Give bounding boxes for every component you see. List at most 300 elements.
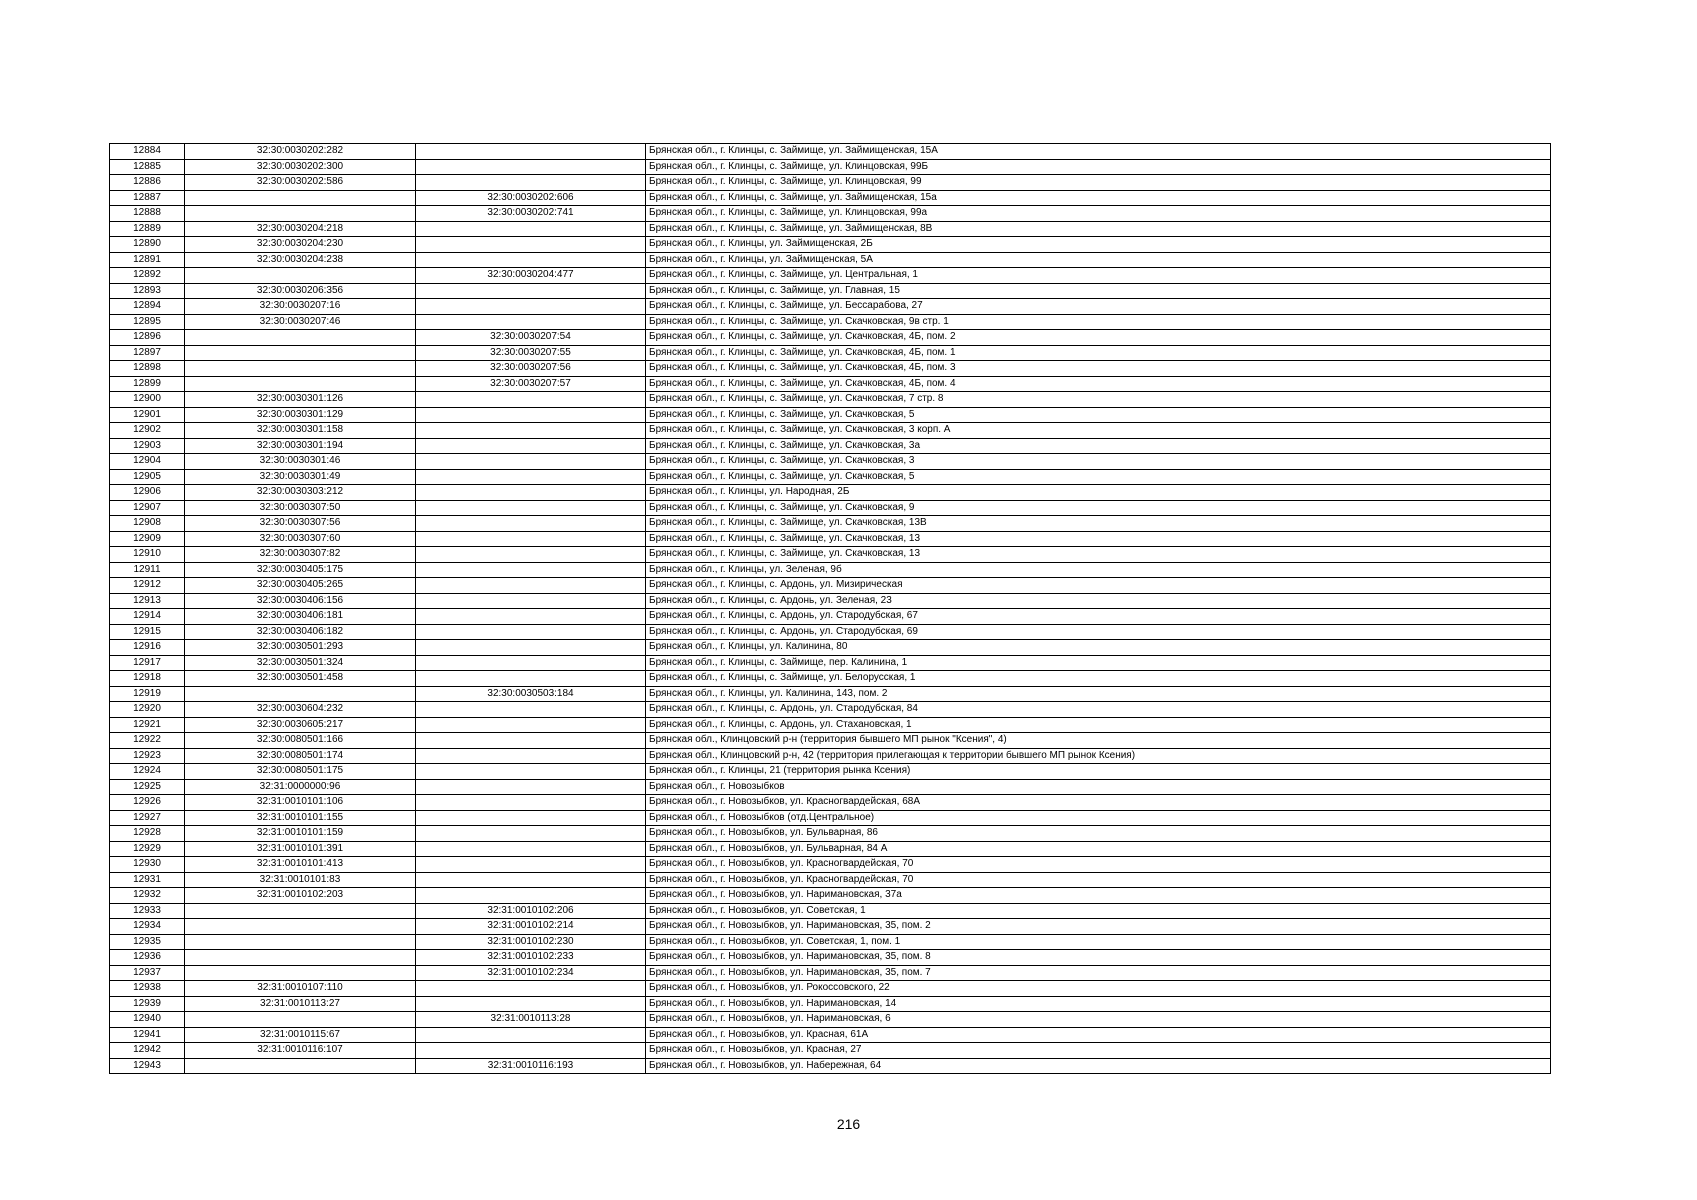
address-cell: Брянская обл., г. Новозыбков, ул. Красная, 61А bbox=[646, 1027, 1551, 1043]
table-row bbox=[110, 779, 1551, 795]
cadastral-number-b-cell bbox=[416, 748, 646, 764]
row-number-cell: 12943 bbox=[110, 1058, 185, 1074]
cadastral-number-b-cell bbox=[416, 981, 646, 997]
cadastral-number-a-cell: 32:31:0010101:413 bbox=[185, 857, 416, 873]
cadastral-number-b-cell: 32:30:0030207:55 bbox=[416, 345, 646, 361]
address-cell: Брянская обл., г. Новозыбков, ул. Рокоссовского, 22 bbox=[646, 981, 1551, 997]
cadastral-number-a-cell: 32:30:0030307:50 bbox=[185, 500, 416, 516]
address-cell: Брянская обл., г. Клинцы, с. Займище, ул. Скачковская, 5 bbox=[646, 469, 1551, 485]
cadastral-number-b-cell bbox=[416, 764, 646, 780]
cadastral-number-b-cell bbox=[416, 299, 646, 315]
table-row bbox=[110, 857, 1551, 873]
row-number-cell: 12917 bbox=[110, 655, 185, 671]
row-number-cell: 12909 bbox=[110, 531, 185, 547]
cadastral-number-a-cell: 32:30:0030202:586 bbox=[185, 175, 416, 191]
row-number-cell: 12926 bbox=[110, 795, 185, 811]
cadastral-number-b-cell bbox=[416, 841, 646, 857]
cadastral-number-b-cell: 32:31:0010102:214 bbox=[416, 919, 646, 935]
address-cell: Брянская обл., г. Новозыбков, ул. Наримановская, 35, пом. 8 bbox=[646, 950, 1551, 966]
table-row bbox=[110, 655, 1551, 671]
cadastral-number-a-cell bbox=[185, 1058, 416, 1074]
row-number-cell: 12900 bbox=[110, 392, 185, 408]
table-row bbox=[110, 717, 1551, 733]
cadastral-number-b-cell bbox=[416, 547, 646, 563]
cadastral-number-b-cell: 32:31:0010102:233 bbox=[416, 950, 646, 966]
address-cell: Брянская обл., г. Новозыбков, ул. Наримановская, 35, пом. 2 bbox=[646, 919, 1551, 935]
table-row bbox=[110, 376, 1551, 392]
cadastral-number-b-cell bbox=[416, 423, 646, 439]
cadastral-number-b-cell bbox=[416, 562, 646, 578]
row-number-cell: 12919 bbox=[110, 686, 185, 702]
address-cell: Брянская обл., г. Клинцы, 21 (территория рынка Ксения) bbox=[646, 764, 1551, 780]
table-row bbox=[110, 547, 1551, 563]
row-number-cell: 12937 bbox=[110, 965, 185, 981]
address-cell: Брянская обл., г. Клинцы, с. Займище, ул. Скачковская, 13В bbox=[646, 516, 1551, 532]
address-cell: Брянская обл., г. Клинцы, с. Ардонь, ул. Стародубская, 69 bbox=[646, 624, 1551, 640]
row-number-cell: 12925 bbox=[110, 779, 185, 795]
address-cell: Брянская обл., г. Клинцы, с. Ардонь, ул. Стародубская, 84 bbox=[646, 702, 1551, 718]
address-cell: Брянская обл., г. Клинцы, с. Займище, пер. Калинина, 1 bbox=[646, 655, 1551, 671]
cadastral-table bbox=[109, 143, 1551, 1074]
row-number-cell: 12908 bbox=[110, 516, 185, 532]
row-number-cell: 12901 bbox=[110, 407, 185, 423]
row-number-cell: 12928 bbox=[110, 826, 185, 842]
cadastral-number-b-cell bbox=[416, 469, 646, 485]
cadastral-number-a-cell bbox=[185, 965, 416, 981]
cadastral-number-a-cell: 32:30:0030405:175 bbox=[185, 562, 416, 578]
cadastral-number-b-cell bbox=[416, 454, 646, 470]
cadastral-number-b-cell bbox=[416, 872, 646, 888]
cadastral-number-a-cell: 32:31:0010116:107 bbox=[185, 1043, 416, 1059]
address-cell: Брянская обл., г. Новозыбков, ул. Наримановская, 37а bbox=[646, 888, 1551, 904]
row-number-cell: 12898 bbox=[110, 361, 185, 377]
cadastral-number-a-cell: 32:31:0010101:159 bbox=[185, 826, 416, 842]
cadastral-number-b-cell bbox=[416, 1043, 646, 1059]
cadastral-number-a-cell: 32:30:0030207:16 bbox=[185, 299, 416, 315]
cadastral-number-b-cell: 32:30:0030202:741 bbox=[416, 206, 646, 222]
table-row bbox=[110, 686, 1551, 702]
cadastral-number-a-cell bbox=[185, 268, 416, 284]
table-row bbox=[110, 423, 1551, 439]
table-row bbox=[110, 469, 1551, 485]
table-row bbox=[110, 438, 1551, 454]
cadastral-number-b-cell bbox=[416, 1027, 646, 1043]
cadastral-number-b-cell bbox=[416, 609, 646, 625]
row-number-cell: 12940 bbox=[110, 1012, 185, 1028]
cadastral-number-a-cell: 32:30:0030406:156 bbox=[185, 593, 416, 609]
address-cell: Брянская обл., г. Новозыбков, ул. Бульварная, 86 bbox=[646, 826, 1551, 842]
table-row bbox=[110, 500, 1551, 516]
address-cell: Брянская обл., г. Клинцы, с. Займище, ул. Займищенская, 15а bbox=[646, 190, 1551, 206]
table-row bbox=[110, 314, 1551, 330]
address-cell: Брянская обл., г. Новозыбков, ул. Советская, 1 bbox=[646, 903, 1551, 919]
table-row bbox=[110, 593, 1551, 609]
cadastral-number-a-cell: 32:31:0000000:96 bbox=[185, 779, 416, 795]
table-row bbox=[110, 531, 1551, 547]
cadastral-number-b-cell bbox=[416, 624, 646, 640]
cadastral-number-a-cell: 32:31:0010101:391 bbox=[185, 841, 416, 857]
cadastral-number-b-cell bbox=[416, 593, 646, 609]
cadastral-number-b-cell bbox=[416, 407, 646, 423]
cadastral-number-b-cell bbox=[416, 795, 646, 811]
row-number-cell: 12911 bbox=[110, 562, 185, 578]
table-row bbox=[110, 748, 1551, 764]
address-cell: Брянская обл., г. Клинцы, с. Займище, ул. Скачковская, 5 bbox=[646, 407, 1551, 423]
address-cell: Брянская обл., г. Новозыбков, ул. Красная, 27 bbox=[646, 1043, 1551, 1059]
table-row bbox=[110, 516, 1551, 532]
cadastral-number-a-cell: 32:30:0030501:324 bbox=[185, 655, 416, 671]
cadastral-number-b-cell bbox=[416, 779, 646, 795]
cadastral-number-b-cell bbox=[416, 531, 646, 547]
address-cell: Брянская обл., г. Новозыбков, ул. Набережная, 64 bbox=[646, 1058, 1551, 1074]
cadastral-number-b-cell bbox=[416, 655, 646, 671]
address-cell: Брянская обл., г. Новозыбков, ул. Наримановская, 35, пом. 7 bbox=[646, 965, 1551, 981]
table-row bbox=[110, 733, 1551, 749]
row-number-cell: 12913 bbox=[110, 593, 185, 609]
row-number-cell: 12918 bbox=[110, 671, 185, 687]
cadastral-number-a-cell: 32:31:0010101:106 bbox=[185, 795, 416, 811]
cadastral-number-a-cell bbox=[185, 686, 416, 702]
table-row bbox=[110, 299, 1551, 315]
cadastral-number-a-cell bbox=[185, 919, 416, 935]
cadastral-number-b-cell bbox=[416, 159, 646, 175]
cadastral-number-a-cell: 32:30:0030303:212 bbox=[185, 485, 416, 501]
row-number-cell: 12889 bbox=[110, 221, 185, 237]
table-row bbox=[110, 609, 1551, 625]
row-number-cell: 12894 bbox=[110, 299, 185, 315]
cadastral-number-a-cell: 32:30:0030301:158 bbox=[185, 423, 416, 439]
table-row bbox=[110, 671, 1551, 687]
cadastral-number-b-cell: 32:31:0010102:206 bbox=[416, 903, 646, 919]
cadastral-number-b-cell: 32:30:0030207:54 bbox=[416, 330, 646, 346]
row-number-cell: 12914 bbox=[110, 609, 185, 625]
row-number-cell: 12905 bbox=[110, 469, 185, 485]
row-number-cell: 12896 bbox=[110, 330, 185, 346]
cadastral-number-b-cell bbox=[416, 500, 646, 516]
cadastral-number-a-cell: 32:31:0010113:27 bbox=[185, 996, 416, 1012]
cadastral-number-b-cell bbox=[416, 221, 646, 237]
table-row bbox=[110, 221, 1551, 237]
address-cell: Брянская обл., г. Клинцы, с. Займище, ул. Скачковская, 3 bbox=[646, 454, 1551, 470]
table-row bbox=[110, 159, 1551, 175]
cadastral-number-a-cell bbox=[185, 345, 416, 361]
row-number-cell: 12921 bbox=[110, 717, 185, 733]
address-cell: Брянская обл., г. Клинцы, с. Займище, ул. Займищенская, 15А bbox=[646, 144, 1551, 160]
table-row bbox=[110, 578, 1551, 594]
table-body bbox=[110, 144, 1551, 1074]
cadastral-number-b-cell bbox=[416, 717, 646, 733]
row-number-cell: 12906 bbox=[110, 485, 185, 501]
table-row bbox=[110, 903, 1551, 919]
address-cell: Брянская обл., г. Клинцы, с. Ардонь, ул. Мизирическая bbox=[646, 578, 1551, 594]
cadastral-number-a-cell: 32:30:0030604:232 bbox=[185, 702, 416, 718]
cadastral-number-b-cell: 32:30:0030204:477 bbox=[416, 268, 646, 284]
cadastral-number-b-cell: 32:31:0010113:28 bbox=[416, 1012, 646, 1028]
table-row bbox=[110, 624, 1551, 640]
table-row bbox=[110, 1058, 1551, 1074]
row-number-cell: 12915 bbox=[110, 624, 185, 640]
row-number-cell: 12895 bbox=[110, 314, 185, 330]
address-cell: Брянская обл., г. Клинцы, с. Ардонь, ул. Стахановская, 1 bbox=[646, 717, 1551, 733]
address-cell: Брянская обл., г. Клинцы, ул. Зеленая, 9б bbox=[646, 562, 1551, 578]
cadastral-number-b-cell bbox=[416, 826, 646, 842]
cadastral-number-b-cell: 32:30:0030202:606 bbox=[416, 190, 646, 206]
row-number-cell: 12890 bbox=[110, 237, 185, 253]
cadastral-number-a-cell: 32:30:0080501:166 bbox=[185, 733, 416, 749]
cadastral-number-b-cell bbox=[416, 237, 646, 253]
address-cell: Брянская обл., г. Клинцы, с. Займище, ул. Бессарабова, 27 bbox=[646, 299, 1551, 315]
table-row bbox=[110, 810, 1551, 826]
row-number-cell: 12886 bbox=[110, 175, 185, 191]
address-cell: Брянская обл., г. Клинцы, с. Займище, ул. Скачковская, 3 корп. А bbox=[646, 423, 1551, 439]
cadastral-number-a-cell: 32:30:0030307:82 bbox=[185, 547, 416, 563]
cadastral-number-a-cell: 32:30:0030605:217 bbox=[185, 717, 416, 733]
cadastral-number-a-cell: 32:30:0030406:182 bbox=[185, 624, 416, 640]
address-cell: Брянская обл., г. Клинцы, с. Займище, ул. Клинцовская, 99а bbox=[646, 206, 1551, 222]
cadastral-number-a-cell: 32:30:0030202:282 bbox=[185, 144, 416, 160]
cadastral-number-b-cell bbox=[416, 578, 646, 594]
row-number-cell: 12929 bbox=[110, 841, 185, 857]
table-row bbox=[110, 965, 1551, 981]
cadastral-number-b-cell bbox=[416, 485, 646, 501]
address-cell: Брянская обл., г. Клинцы, с. Займище, ул. Скачковская, 3а bbox=[646, 438, 1551, 454]
table-row bbox=[110, 190, 1551, 206]
table-row bbox=[110, 934, 1551, 950]
address-cell: Брянская обл., Клинцовский р-н, 42 (территория прилегающая к территории бывшего МП рынок Ксения) bbox=[646, 748, 1551, 764]
table-row bbox=[110, 283, 1551, 299]
cadastral-number-a-cell bbox=[185, 206, 416, 222]
cadastral-number-a-cell bbox=[185, 376, 416, 392]
cadastral-number-b-cell bbox=[416, 314, 646, 330]
cadastral-number-a-cell: 32:31:0010115:67 bbox=[185, 1027, 416, 1043]
row-number-cell: 12936 bbox=[110, 950, 185, 966]
cadastral-number-b-cell: 32:30:0030207:57 bbox=[416, 376, 646, 392]
cadastral-number-b-cell bbox=[416, 283, 646, 299]
cadastral-number-a-cell: 32:30:0030204:238 bbox=[185, 252, 416, 268]
row-number-cell: 12939 bbox=[110, 996, 185, 1012]
page-number: 216 bbox=[836, 1116, 861, 1132]
address-cell: Брянская обл., г. Клинцы, с. Займище, ул. Скачковская, 13 bbox=[646, 531, 1551, 547]
table-row bbox=[110, 996, 1551, 1012]
cadastral-number-b-cell bbox=[416, 733, 646, 749]
address-cell: Брянская обл., г. Клинцы, с. Займище, ул. Скачковская, 13 bbox=[646, 547, 1551, 563]
cadastral-number-b-cell bbox=[416, 702, 646, 718]
address-cell: Брянская обл., г. Клинцы, с. Займище, ул. Главная, 15 bbox=[646, 283, 1551, 299]
cadastral-number-a-cell bbox=[185, 361, 416, 377]
row-number-cell: 12884 bbox=[110, 144, 185, 160]
cadastral-number-a-cell: 32:30:0030206:356 bbox=[185, 283, 416, 299]
row-number-cell: 12942 bbox=[110, 1043, 185, 1059]
cadastral-number-a-cell: 32:31:0010107:110 bbox=[185, 981, 416, 997]
cadastral-number-a-cell bbox=[185, 934, 416, 950]
cadastral-number-a-cell: 32:30:0080501:175 bbox=[185, 764, 416, 780]
address-cell: Брянская обл., г. Клинцы, ул. Займищенская, 5А bbox=[646, 252, 1551, 268]
row-number-cell: 12888 bbox=[110, 206, 185, 222]
address-cell: Брянская обл., г. Клинцы, с. Займище, ул. Скачковская, 9 bbox=[646, 500, 1551, 516]
cadastral-number-a-cell: 32:30:0030405:265 bbox=[185, 578, 416, 594]
address-cell: Брянская обл., г. Клинцы, с. Займище, ул. Займищенская, 8В bbox=[646, 221, 1551, 237]
cadastral-number-a-cell: 32:30:0030406:181 bbox=[185, 609, 416, 625]
row-number-cell: 12903 bbox=[110, 438, 185, 454]
address-cell: Брянская обл., г. Клинцы, с. Займище, ул. Белорусская, 1 bbox=[646, 671, 1551, 687]
table-row bbox=[110, 640, 1551, 656]
table-row bbox=[110, 981, 1551, 997]
table-row bbox=[110, 237, 1551, 253]
address-cell: Брянская обл., г. Клинцы, ул. Займищенская, 2Б bbox=[646, 237, 1551, 253]
address-cell: Брянская обл., г. Клинцы, с. Займище, ул. Клинцовская, 99 bbox=[646, 175, 1551, 191]
cadastral-number-a-cell bbox=[185, 330, 416, 346]
table-row bbox=[110, 888, 1551, 904]
row-number-cell: 12927 bbox=[110, 810, 185, 826]
address-cell: Брянская обл., г. Новозыбков, ул. Красногвардейская, 70 bbox=[646, 872, 1551, 888]
cadastral-number-a-cell bbox=[185, 1012, 416, 1028]
table-row bbox=[110, 1043, 1551, 1059]
cadastral-number-a-cell: 32:30:0030307:60 bbox=[185, 531, 416, 547]
cadastral-number-a-cell bbox=[185, 950, 416, 966]
address-cell: Брянская обл., г. Новозыбков, ул. Наримановская, 6 bbox=[646, 1012, 1551, 1028]
row-number-cell: 12932 bbox=[110, 888, 185, 904]
cadastral-number-a-cell: 32:30:0030204:230 bbox=[185, 237, 416, 253]
row-number-cell: 12934 bbox=[110, 919, 185, 935]
address-cell: Брянская обл., Клинцовский р-н (территория бывшего МП рынок "Ксения", 4) bbox=[646, 733, 1551, 749]
cadastral-number-a-cell: 32:30:0030501:458 bbox=[185, 671, 416, 687]
table-row bbox=[110, 345, 1551, 361]
row-number-cell: 12920 bbox=[110, 702, 185, 718]
cadastral-number-b-cell bbox=[416, 671, 646, 687]
address-cell: Брянская обл., г. Клинцы, с. Займище, ул. Скачковская, 4Б, пом. 1 bbox=[646, 345, 1551, 361]
row-number-cell: 12887 bbox=[110, 190, 185, 206]
row-number-cell: 12902 bbox=[110, 423, 185, 439]
cadastral-number-a-cell: 32:30:0030204:218 bbox=[185, 221, 416, 237]
address-cell: Брянская обл., г. Клинцы, с. Ардонь, ул. Зеленая, 23 bbox=[646, 593, 1551, 609]
table-row bbox=[110, 268, 1551, 284]
table-row bbox=[110, 795, 1551, 811]
cadastral-number-b-cell bbox=[416, 810, 646, 826]
table-row bbox=[110, 361, 1551, 377]
row-number-cell: 12892 bbox=[110, 268, 185, 284]
cadastral-number-b-cell: 32:31:0010102:234 bbox=[416, 965, 646, 981]
cadastral-number-a-cell: 32:30:0080501:174 bbox=[185, 748, 416, 764]
cadastral-number-a-cell: 32:30:0030202:300 bbox=[185, 159, 416, 175]
row-number-cell: 12904 bbox=[110, 454, 185, 470]
row-number-cell: 12923 bbox=[110, 748, 185, 764]
cadastral-number-b-cell bbox=[416, 252, 646, 268]
address-cell: Брянская обл., г. Клинцы, с. Займище, ул. Скачковская, 4Б, пом. 2 bbox=[646, 330, 1551, 346]
address-cell: Брянская обл., г. Клинцы, с. Займище, ул. Скачковская, 4Б, пом. 4 bbox=[646, 376, 1551, 392]
cadastral-number-a-cell bbox=[185, 903, 416, 919]
cadastral-number-a-cell: 32:30:0030301:46 bbox=[185, 454, 416, 470]
cadastral-number-b-cell bbox=[416, 640, 646, 656]
row-number-cell: 12899 bbox=[110, 376, 185, 392]
row-number-cell: 12897 bbox=[110, 345, 185, 361]
row-number-cell: 12907 bbox=[110, 500, 185, 516]
cadastral-number-b-cell bbox=[416, 857, 646, 873]
row-number-cell: 12891 bbox=[110, 252, 185, 268]
table-row bbox=[110, 485, 1551, 501]
table-row bbox=[110, 392, 1551, 408]
cadastral-number-b-cell bbox=[416, 438, 646, 454]
row-number-cell: 12941 bbox=[110, 1027, 185, 1043]
cadastral-number-a-cell: 32:31:0010101:155 bbox=[185, 810, 416, 826]
address-cell: Брянская обл., г. Клинцы, с. Ардонь, ул. Стародубская, 67 bbox=[646, 609, 1551, 625]
row-number-cell: 12924 bbox=[110, 764, 185, 780]
address-cell: Брянская обл., г. Новозыбков bbox=[646, 779, 1551, 795]
address-cell: Брянская обл., г. Клинцы, ул. Калинина, 143, пом. 2 bbox=[646, 686, 1551, 702]
table-row bbox=[110, 407, 1551, 423]
row-number-cell: 12931 bbox=[110, 872, 185, 888]
address-cell: Брянская обл., г. Клинцы, с. Займище, ул. Скачковская, 7 стр. 8 bbox=[646, 392, 1551, 408]
address-cell: Брянская обл., г. Клинцы, ул. Калинина, 80 bbox=[646, 640, 1551, 656]
row-number-cell: 12910 bbox=[110, 547, 185, 563]
cadastral-number-a-cell: 32:30:0030301:129 bbox=[185, 407, 416, 423]
address-cell: Брянская обл., г. Клинцы, ул. Народная, 2Б bbox=[646, 485, 1551, 501]
cadastral-number-b-cell: 32:30:0030207:56 bbox=[416, 361, 646, 377]
table-row bbox=[110, 330, 1551, 346]
row-number-cell: 12922 bbox=[110, 733, 185, 749]
table-row bbox=[110, 1012, 1551, 1028]
row-number-cell: 12933 bbox=[110, 903, 185, 919]
table-row bbox=[110, 919, 1551, 935]
cadastral-number-b-cell: 32:30:0030503:184 bbox=[416, 686, 646, 702]
cadastral-number-a-cell: 32:30:0030301:126 bbox=[185, 392, 416, 408]
table-row bbox=[110, 144, 1551, 160]
table-row bbox=[110, 950, 1551, 966]
cadastral-number-b-cell: 32:31:0010116:193 bbox=[416, 1058, 646, 1074]
cadastral-number-b-cell bbox=[416, 996, 646, 1012]
address-cell: Брянская обл., г. Новозыбков, ул. Бульварная, 84 А bbox=[646, 841, 1551, 857]
table-row bbox=[110, 1027, 1551, 1043]
row-number-cell: 12885 bbox=[110, 159, 185, 175]
row-number-cell: 12938 bbox=[110, 981, 185, 997]
cadastral-number-b-cell bbox=[416, 516, 646, 532]
address-cell: Брянская обл., г. Клинцы, с. Займище, ул. Скачковская, 4Б, пом. 3 bbox=[646, 361, 1551, 377]
table-row bbox=[110, 562, 1551, 578]
address-cell: Брянская обл., г. Новозыбков, ул. Наримановская, 14 bbox=[646, 996, 1551, 1012]
row-number-cell: 12935 bbox=[110, 934, 185, 950]
table-row bbox=[110, 175, 1551, 191]
table-row bbox=[110, 826, 1551, 842]
address-cell: Брянская обл., г. Клинцы, с. Займище, ул. Скачковская, 9в стр. 1 bbox=[646, 314, 1551, 330]
cadastral-number-a-cell: 32:30:0030501:293 bbox=[185, 640, 416, 656]
table-row bbox=[110, 702, 1551, 718]
address-cell: Брянская обл., г. Новозыбков, ул. Советская, 1, пом. 1 bbox=[646, 934, 1551, 950]
cadastral-number-a-cell: 32:31:0010101:83 bbox=[185, 872, 416, 888]
cadastral-number-a-cell: 32:30:0030301:194 bbox=[185, 438, 416, 454]
address-cell: Брянская обл., г. Новозыбков (отд.Центральное) bbox=[646, 810, 1551, 826]
table-row bbox=[110, 764, 1551, 780]
cadastral-number-a-cell: 32:30:0030307:56 bbox=[185, 516, 416, 532]
table-row bbox=[110, 454, 1551, 470]
cadastral-number-b-cell bbox=[416, 392, 646, 408]
cadastral-number-b-cell bbox=[416, 144, 646, 160]
cadastral-number-a-cell: 32:30:0030301:49 bbox=[185, 469, 416, 485]
table-row bbox=[110, 206, 1551, 222]
cadastral-number-b-cell: 32:31:0010102:230 bbox=[416, 934, 646, 950]
row-number-cell: 12912 bbox=[110, 578, 185, 594]
table-row bbox=[110, 872, 1551, 888]
cadastral-number-b-cell bbox=[416, 888, 646, 904]
address-cell: Брянская обл., г. Новозыбков, ул. Красногвардейская, 70 bbox=[646, 857, 1551, 873]
table-row bbox=[110, 841, 1551, 857]
cadastral-number-b-cell bbox=[416, 175, 646, 191]
address-cell: Брянская обл., г. Клинцы, с. Займище, ул. Клинцовская, 99Б bbox=[646, 159, 1551, 175]
cadastral-number-a-cell: 32:30:0030207:46 bbox=[185, 314, 416, 330]
row-number-cell: 12893 bbox=[110, 283, 185, 299]
row-number-cell: 12930 bbox=[110, 857, 185, 873]
cadastral-number-a-cell bbox=[185, 190, 416, 206]
table-row bbox=[110, 252, 1551, 268]
cadastral-number-a-cell: 32:31:0010102:203 bbox=[185, 888, 416, 904]
